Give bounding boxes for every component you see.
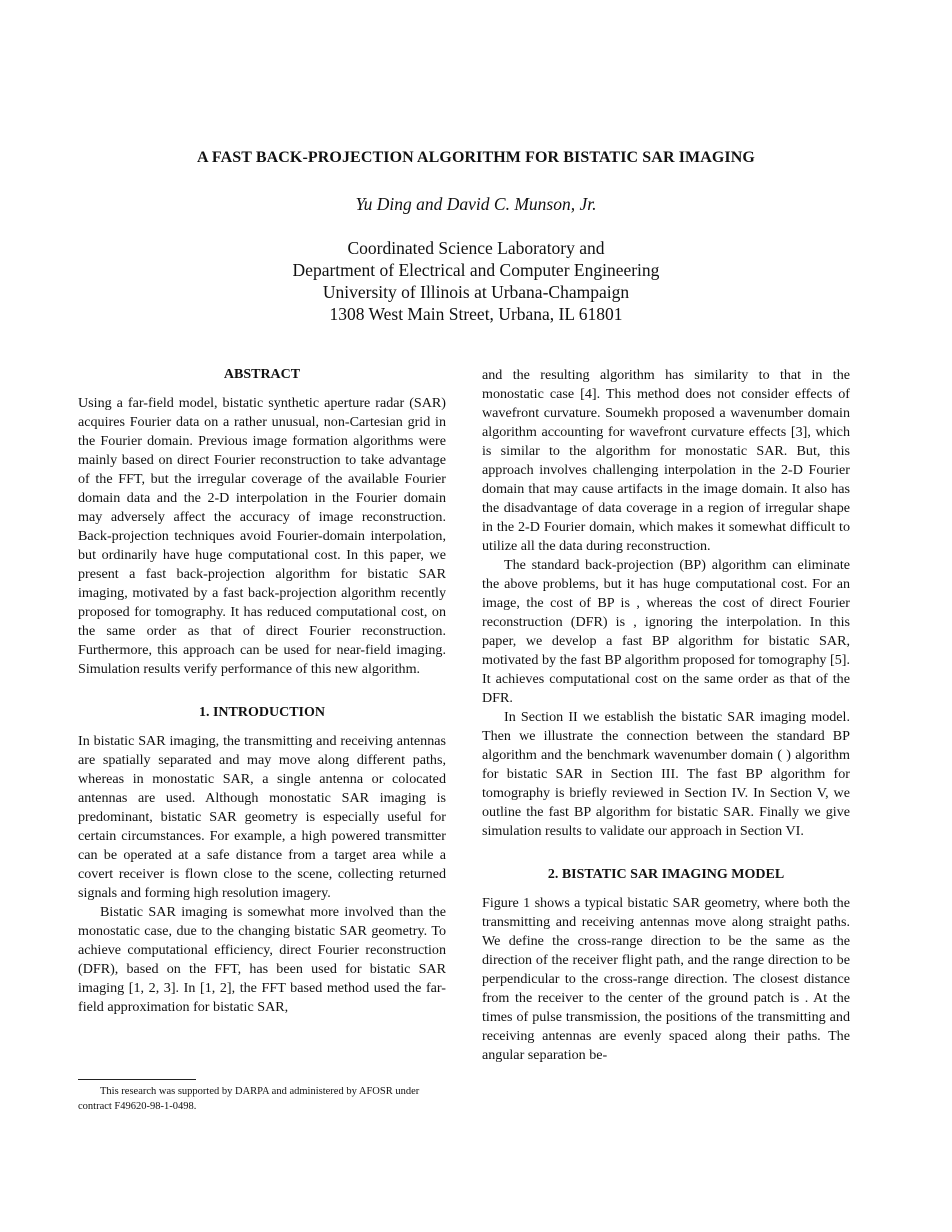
model-paragraph-1: Figure 1 shows a typical bistatic SAR geometry, where both the transmitting and receiving antennas move along straight paths. We define the cross-range direction to be the same as the direction of the receiver flight path, and the range direction to be perpendicular to the cross-range direction. The closest distance from the receiver to the center of the ground patch is . At the times of pulse transmission, the positions of the transmitting and receiving antennas are evenly spaced along their paths. The angular separation be- xyxy=(482,895,850,1063)
paper-title: A FAST BACK-PROJECTION ALGORITHM FOR BISTATIC SAR IMAGING xyxy=(197,149,755,166)
abstract-text: Using a far-field model, bistatic synthetic aperture radar (SAR) acquires Fourier data on a rather unusual, non-Cartesian grid in the Fourier domain. Previous image formation algorithms were mainly based on direct Fourier reconstruction to take advantage of the FFT, but the irregular coverage of the available Fourier domain data and the 2-D interpolation in the Fourier domain may adversely affect the accuracy of image reconstruction. Back-projection techniques avoid Fourier-domain interpolation, but ordinarily have huge computational cost. In this paper, we present a fast back-projection algorithm for bistatic SAR imaging, motivated by a fast back-projection algorithm recently proposed for tomography. It has reduced computational cost, on the same order as that of direct Fourier reconstruction. Furthermore, this approach can be used for near-field imaging. Simulation results verify performance of this new algorithm. xyxy=(78,395,446,677)
abstract-heading: ABSTRACT xyxy=(223,367,301,382)
intro-paragraph-3: The standard back-projection (BP) algorithm can eliminate the above problems, but it has huge computational cost. For an image, the cost of BP is , whereas the cost of direct Fourier reconstruction (DFR) is , ignoring the interpolation. In this paper, we develop a fast BP algorithm for bistatic SAR, motivated by the fast BP algorithm proposed for tomography [5]. It achieves computational cost on the same order as that of the DFR. xyxy=(482,557,850,706)
footnote-rule xyxy=(78,1079,196,1080)
footnote xyxy=(78,1084,448,1114)
affiliation-line: University of Illinois at Urbana-Champaign xyxy=(322,282,630,302)
intro-paragraph-4: In Section II we establish the bistatic SAR imaging model. Then we illustrate the connection between the standard BP algorithm and the benchmark wavenumber domain ( ) algorithm for bistatic SAR in Section III. The fast BP algorithm for tomography is briefly reviewed in Section IV. In Section V, we outline the fast BP algorithm for bistatic SAR. Finally we give simulation results to validate our approach in Section VI. xyxy=(482,709,850,839)
intro-paragraph-2: Bistatic SAR imaging is somewhat more involved than the monostatic case, due to the changing bistatic SAR geometry. To achieve computational efficiency, direct Fourier reconstruction (DFR), based on the FFT, has been used for bistatic SAR imaging [1, 2, 3]. In [1, 2], the FFT based method used the far-field approximation for bistatic SAR, xyxy=(78,904,446,1015)
affiliation-line: 1308 West Main Street, Urbana, IL 61801 xyxy=(329,304,623,324)
intro-paragraph-2-continued: and the resulting algorithm has similarity to that in the monostatic case [4]. This method does not consider effects of wavefront curvature. Soumekh proposed a wavenumber domain algorithm accounting for wavefront curvature effects [3], which is similar to the algorithm for monostatic SAR. But, this approach involves challenging interpolation in the 2-D Fourier domain that may cause artifacts in the image domain. It also has the disadvantage of data coverage in a region of irregular shape in the 2-D Fourier domain, which makes it somewhat difficult to utilize all the data during reconstruction. xyxy=(482,367,850,554)
intro-paragraph-1: In bistatic SAR imaging, the transmitting and receiving antennas are spatially separated and may move along different paths, whereas in monostatic SAR, a single antenna or colocated antennas are used. Although monostatic SAR imaging is predominant, bistatic SAR geometry is especially useful for certain circumstances. For example, a high powered transmitter can be operated at a safe distance from a target area while a covert receiver is flown close to the scene, collecting returned signals and forming high resolution imagery. xyxy=(78,733,446,901)
footnote-text: This research was supported by DARPA and administered by AFOSR under contract F49620-98-1-0498. xyxy=(78,1086,420,1112)
left-column xyxy=(78,365,446,1017)
affiliation-block xyxy=(0,237,952,325)
affiliation-line: Coordinated Science Laboratory and xyxy=(347,238,605,258)
right-column xyxy=(482,366,850,1065)
affiliation-line: Department of Electrical and Computer Engineering xyxy=(292,260,660,280)
model-heading: 2. BISTATIC SAR IMAGING MODEL xyxy=(547,867,785,882)
paper-authors: Yu Ding and David C. Munson, Jr. xyxy=(355,194,597,214)
introduction-heading: 1. INTRODUCTION xyxy=(198,705,325,720)
